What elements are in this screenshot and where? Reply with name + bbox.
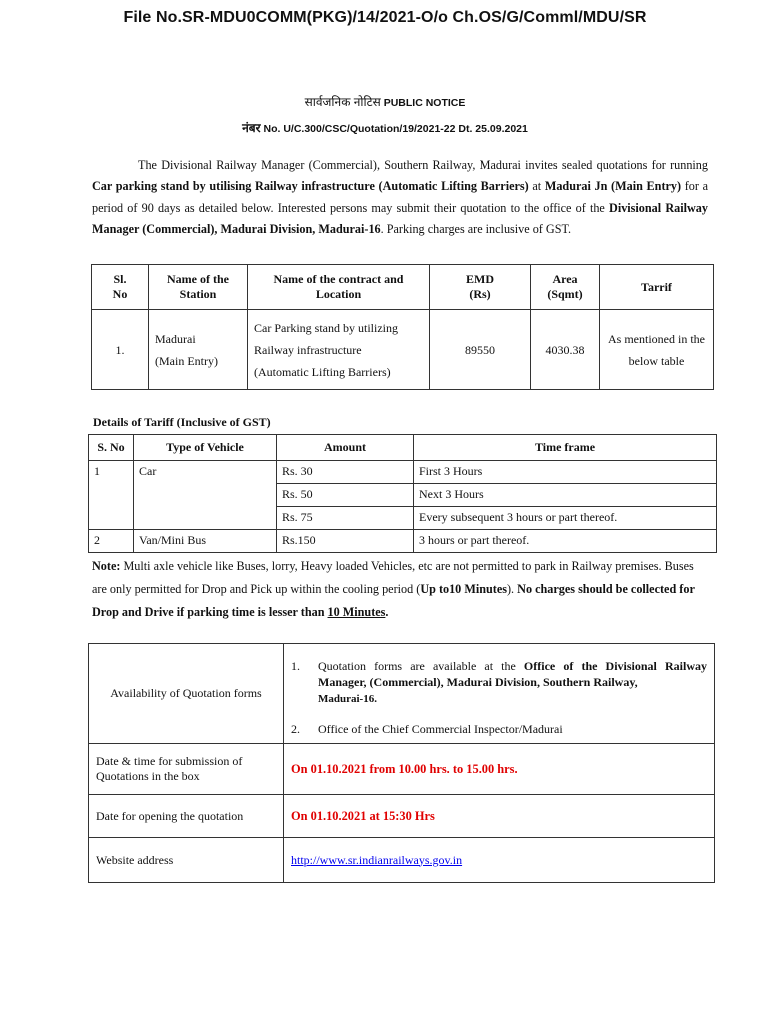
table-row — [89, 530, 717, 553]
contract-table-header — [92, 265, 714, 310]
note-text-3: . — [385, 605, 389, 619]
tariff-cell-amount: Rs. 30 — [277, 461, 414, 484]
tariff-cell-time: Next 3 Hours — [414, 484, 717, 507]
quotation-details-table — [88, 643, 715, 883]
note-bold-2: No charges should be collected for Drop and Drive if parking time is lesser than — [92, 582, 695, 619]
row-sl: 1. — [92, 310, 149, 390]
tariff-table — [88, 434, 717, 553]
contract-table-row — [92, 310, 714, 390]
row-tariff: As mentioned in the below table — [600, 310, 714, 390]
quotation-availability-row — [89, 644, 715, 744]
intro-text-4: . Parking charges are inclusive of GST. — [380, 221, 572, 236]
note-text-2: ). — [506, 582, 518, 596]
tariff-cell-amount: Rs. 75 — [277, 507, 414, 530]
tariff-cell-time: Every subsequent 3 hours or part thereof. — [414, 507, 717, 530]
website-link[interactable]: http://www.sr.indianrailways.gov.in — [291, 852, 463, 867]
intro-bold-1: Car parking stand by utilising Railway infrastructure (Automatic Lifting Barriers) — [92, 179, 529, 194]
tariff-cell-amount: Rs.150 — [277, 530, 414, 553]
tariff-cell-time: First 3 Hours — [414, 461, 717, 484]
table-row — [89, 461, 717, 484]
notice-number-text: No. U/C.300/CSC/Quotation/19/2021-22 Dt. 25.09.2021 — [263, 123, 528, 135]
header-area: Area (Sqmt) — [531, 265, 600, 310]
note-text-1: Multi axle vehicle like Buses, lorry, Heavy loaded Vehicles, etc are not permitted to park in Railway premises. Buses are only permitted for Drop and Pick up within the cooling period ( — [92, 559, 694, 596]
note-paragraph — [92, 555, 710, 624]
notice-title-hindi: सार्वजनिक नोटिस — [304, 95, 381, 109]
tariff-cell-type — [134, 484, 277, 507]
note-bold-1: Up to10 Minutes — [420, 582, 507, 596]
note-label: Note: — [92, 559, 121, 573]
opening-value — [284, 795, 715, 838]
tariff-header-sno: S. No — [89, 435, 134, 461]
header-contract: Name of the contract and Location — [248, 265, 430, 310]
list-item: 1. Quotation forms are available at the Office of the Divisional Railway Manager, (Commercial), Madurai Division, Southern Railway, Madurai-16. — [291, 659, 708, 705]
tariff-cell-sno: 2 — [89, 530, 134, 553]
intro-text-2: at — [528, 179, 545, 194]
website-value — [284, 838, 715, 883]
table-row — [89, 507, 717, 530]
notice-title — [0, 93, 770, 110]
submission-value — [284, 744, 715, 795]
row-emd: 89550 — [430, 310, 531, 390]
header-emd: EMD (Rs) — [430, 265, 531, 310]
file-number-header: File No.SR-MDU0COMM(PKG)/14/2021-O/o Ch.OS/G/Comml/MDU/SR — [123, 9, 647, 26]
tariff-cell-time: 3 hours or part thereof. — [414, 530, 717, 553]
header-tariff: Tarrif — [600, 265, 714, 310]
tariff-cell-sno — [89, 484, 134, 507]
table-row — [89, 484, 717, 507]
tariff-table-header — [89, 435, 717, 461]
opening-row — [89, 795, 715, 838]
tariff-header-amount: Amount — [277, 435, 414, 461]
contract-table — [91, 264, 714, 390]
header-sl: Sl. No — [92, 265, 149, 310]
intro-bold-3: Divisional Railway Manager (Commercial), Madurai Division, Madurai-16 — [92, 200, 708, 236]
notice-title-english: PUBLIC NOTICE — [383, 97, 466, 109]
intro-text-1: The Divisional Railway Manager (Commercial), Southern Railway, Madurai invites sealed quotations for running — [138, 158, 708, 172]
tariff-cell-type — [134, 507, 277, 530]
intro-text-3: for a period of 90 days as detailed below. Interested persons may submit their quotation to the office of the — [92, 179, 709, 215]
row-area: 4030.38 — [531, 310, 600, 390]
notice-number — [0, 119, 770, 136]
list-item: 2. Office of the Chief Commercial Inspector/Madurai — [291, 722, 563, 736]
opening-date: On 01.10.2021 at 15:30 Hrs — [291, 808, 435, 823]
submission-row — [89, 744, 715, 795]
website-label: Website address — [89, 838, 284, 883]
row-station: Madurai (Main Entry) — [149, 310, 248, 390]
availability-list — [291, 658, 707, 737]
tariff-cell-sno: 1 — [89, 461, 134, 484]
notice-number-hindi: नंबर — [242, 121, 261, 135]
intro-paragraph — [92, 155, 708, 240]
tariff-cell-amount: Rs. 50 — [277, 484, 414, 507]
opening-label: Date for opening the quotation — [89, 795, 284, 838]
submission-date: On 01.10.2021 from 10.00 hrs. to 15.00 hrs. — [291, 761, 518, 776]
tariff-header-type: Type of Vehicle — [134, 435, 277, 461]
row-contract: Car Parking stand by utilizing Railway infrastructure (Automatic Lifting Barriers) — [248, 310, 430, 390]
intro-bold-2: Madurai Jn (Main Entry) — [544, 179, 682, 194]
tariff-header-time: Time frame — [414, 435, 717, 461]
submission-label: Date & time for submission of Quotations in the box — [89, 744, 284, 795]
website-row — [89, 838, 715, 883]
header-station: Name of the Station — [149, 265, 248, 310]
tariff-cell-sno — [89, 507, 134, 530]
tariff-heading: Details of Tariff (Inclusive of GST) — [93, 415, 271, 429]
availability-label: Availability of Quotation forms — [89, 644, 284, 744]
tariff-cell-type: Car — [134, 461, 277, 484]
availability-value — [284, 644, 715, 744]
tariff-cell-type: Van/Mini Bus — [134, 530, 277, 553]
note-bold-underlined: 10 Minutes — [327, 605, 386, 619]
